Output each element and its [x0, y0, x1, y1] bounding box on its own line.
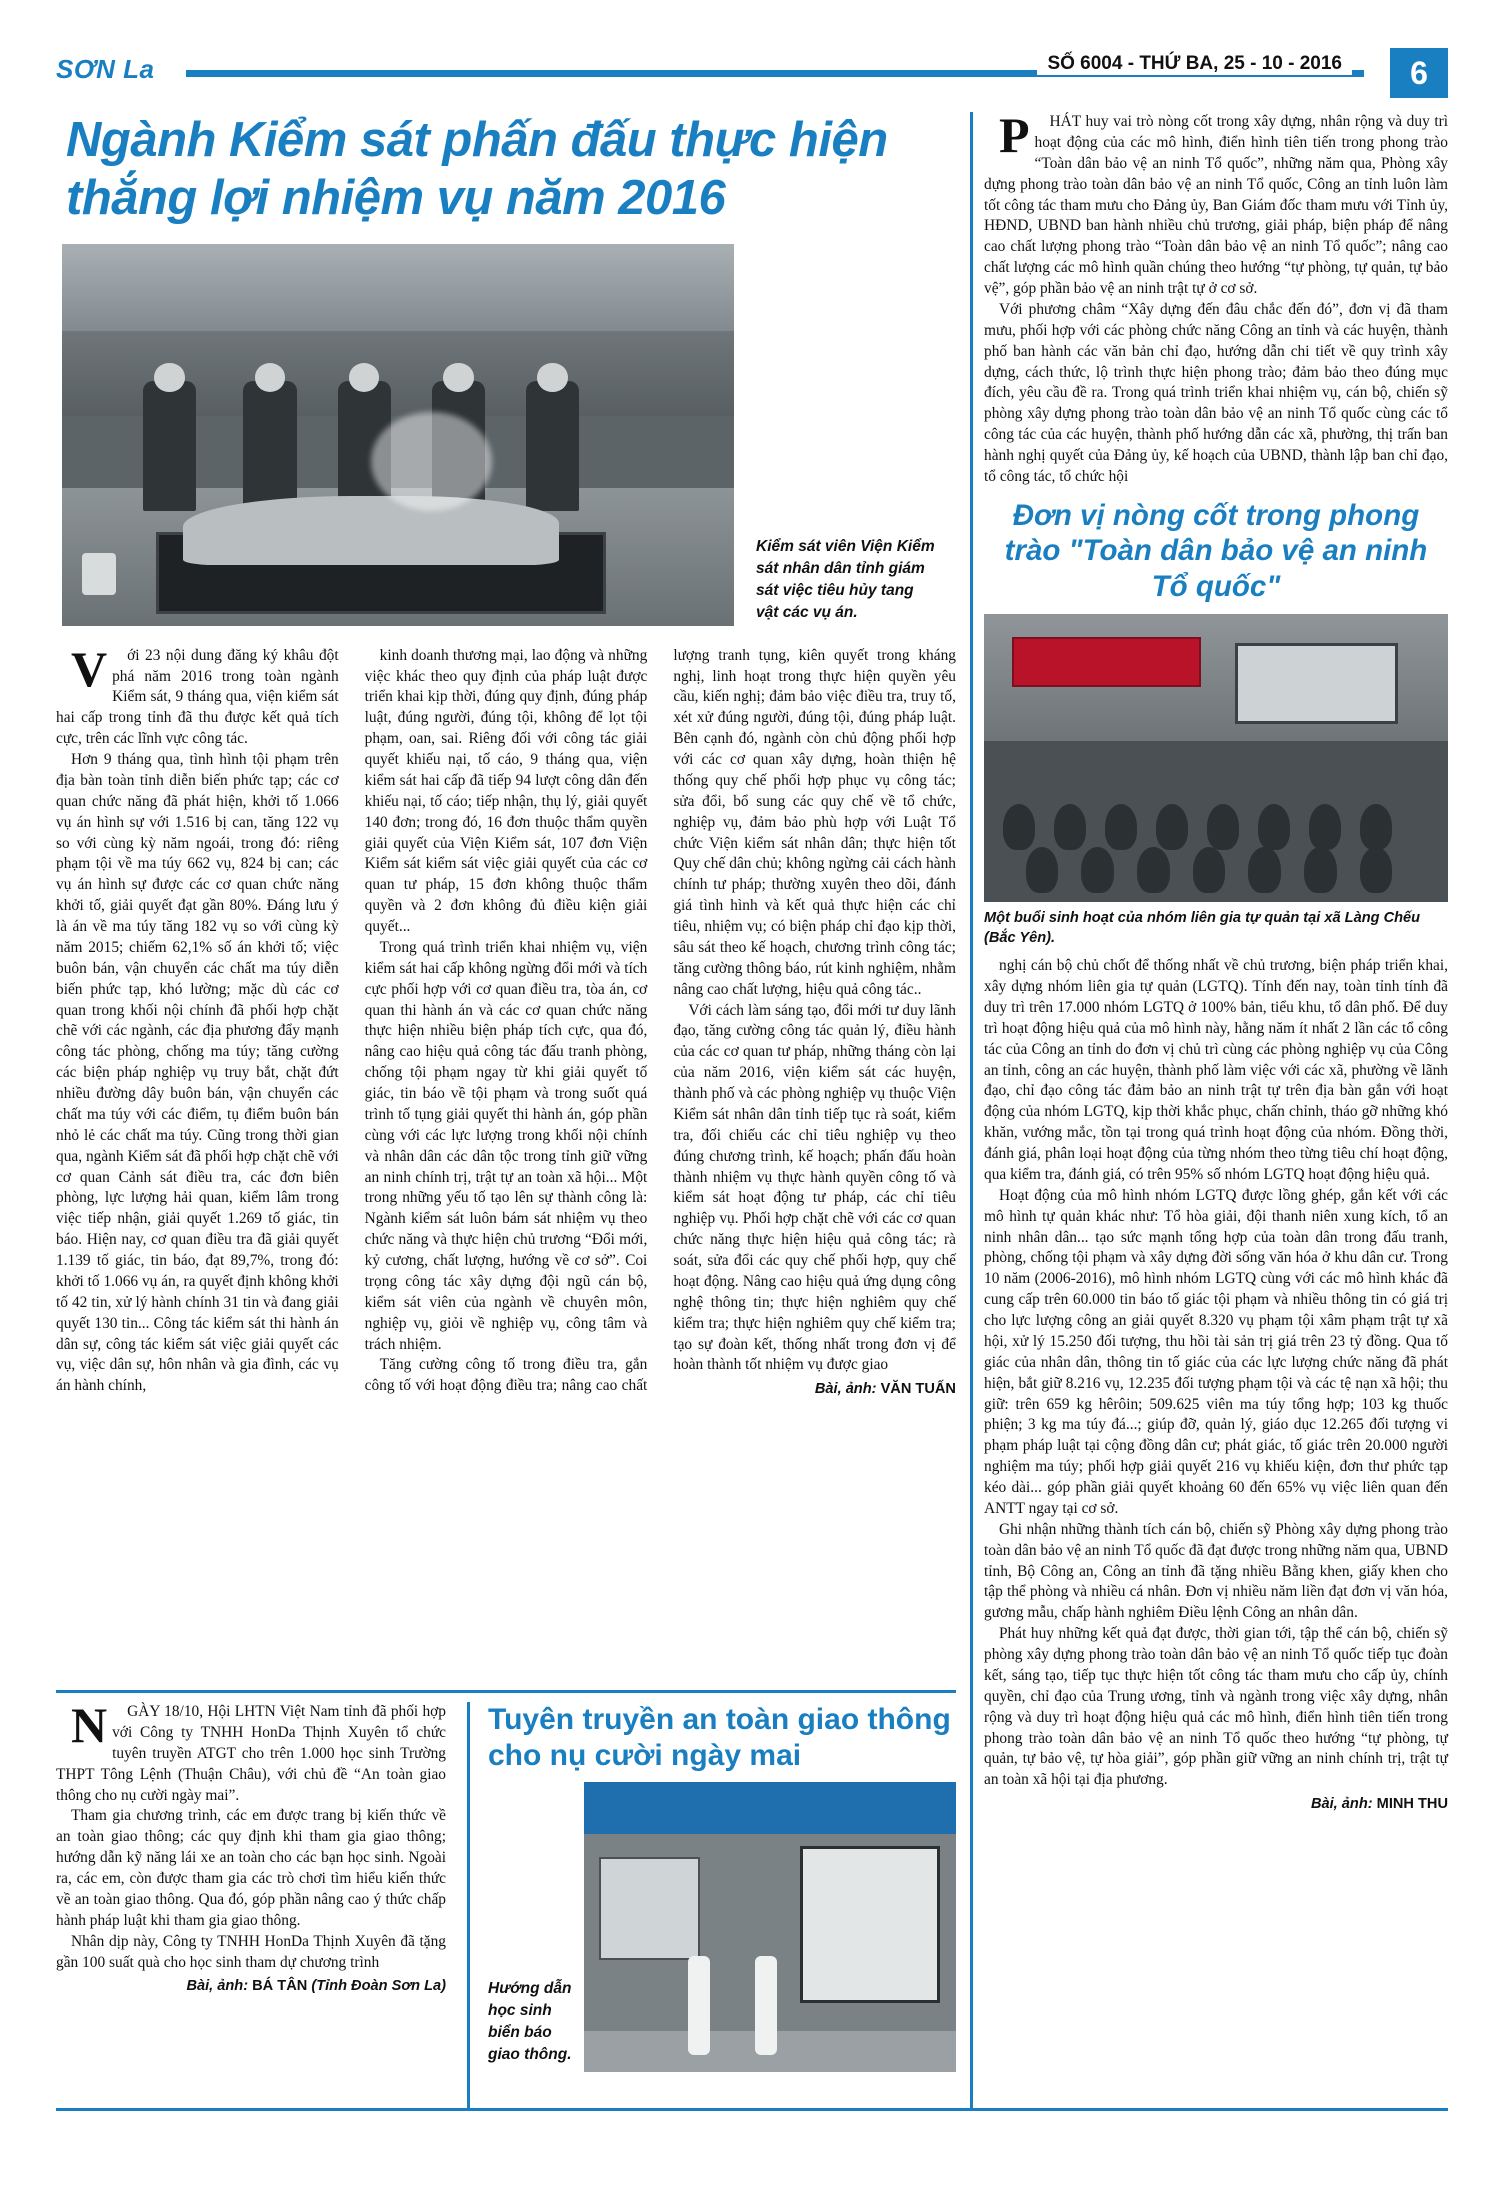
article-right-photo-caption: Một buổi sinh hoạt của nhóm liên gia tự quản tại xã Làng Chếu (Bắc Yên).	[984, 909, 1421, 947]
page-bottom-rule	[56, 2108, 1448, 2111]
section-divider-bottom	[56, 1690, 956, 1693]
byline-suffix: (Tỉnh Đoàn Sơn La)	[311, 1978, 446, 1995]
paragraph: Nhân dịp này, Công ty TNHH HonDa Thịnh Xuyên đã tặng gần 100 suất quà cho học sinh tham dự chương trình	[56, 1932, 446, 1971]
paper-name: SƠN La	[56, 54, 155, 84]
article-bottom-title: Tuyên truyền an toàn giao thông cho nụ cười ngày mai	[488, 1703, 951, 1772]
page-number: 6	[1390, 48, 1448, 98]
byline-label: Bài, ảnh:	[1310, 1796, 1373, 1813]
byline-author: MINH THU	[1376, 1796, 1448, 1813]
article-right-title: Đơn vị nòng cốt trong phong trào "Toàn dân bảo vệ an ninh Tổ quốc"	[1004, 498, 1428, 603]
article-right-body	[984, 956, 1448, 1815]
column-divider-bottom	[467, 1702, 470, 2110]
paragraph: Ghi nhận những thành tích cán bộ, chiến sỹ Phòng xây dựng phong trào toàn dân bảo vệ an ninh Tổ quốc đã đạt được trong những năm qua, UBND tỉnh, Bộ Công an, Công an tỉnh đã tặng nhiều Bằng khen, giấy khen cho tập thể phòng và nhiều cá nhân. Đơn vị nhiều năm liền đạt đơn vị văn hóa, gương mẫu, chấp hành nghiêm Điều lệnh Công an nhân dân.	[984, 1520, 1448, 1622]
article-bottom-text	[56, 1697, 446, 1997]
article-right-photo	[984, 614, 1448, 902]
paragraph: kinh doanh thương mại, lao động và những việc khác theo quy định của pháp luật được triển khai kịp thời, đúng quy định, đúng pháp luật, đúng người, đúng tội, không để lọt tội phạm, oan, sai. Riêng đối với công tác giải quyết khiếu nại, tố cáo, 9 tháng qua, viện kiểm sát hai cấp đã tiếp 94 lượt công dân đến khiếu nại, tố cáo; tiếp nhận, thụ lý, giải quyết 140 đơn; trong đó, 16 đơn thuộc thẩm quyền giải quyết của Viện Kiểm sát, 107 đơn Viện Kiểm sát kiểm sát việc giải quyết của các cơ quan tư pháp, 15 đơn không thuộc thẩm quyền và 2 đơn không đủ điều kiện giải quyết...	[364, 646, 648, 935]
paragraph: Hoạt động của mô hình nhóm LGTQ được lồng ghép, gắn kết với các mô hình tự quản khác như: Tổ hòa giải, đội thanh niên xung kích, tổ an ninh nhân dân... tạo sức mạnh tổng hợp của toàn dân trong đấu tranh, phòng, chống tội phạm và xây dựng đời sống văn hóa ở khu dân cư. Trong 10 năm (2006-2016), mô hình nhóm LGTQ cùng với các mô hình khác đã cung cấp trên 60.000 tin báo tố giác tội phạm và nhiều thông tin có giá trị cho lực lượng công an giải quyết 8.320 vụ phạm tội xâm phạm trật tự xã hội, xử lý 15.250 đối tượng, thu hồi tài sản trị giá trên 23 tỷ đồng. Qua tố giác của nhân dân, thông tin tố giác của các lực lượng chức năng đã phát hiện, bắt giữ 8.216 vụ, 12.235 đối tượng phạm tội và các tệ nạn xã hội; thu giữ: trên 659 kg hêrôin; 509.625 viên ma túy tổng hợp; 103 kg thuốc phiện; 3 kg ma túy đá...; giúp đỡ, quản lý, giáo dục 12.265 đối tượng vi phạm pháp luật tại cộng đồng dân cư; phát giác, tố giác trên 20.000 người nghiệm ma túy; phối hợp giải quyết 216 vụ khiếu kiện, đơn thư phức tạp kéo dài... góp phần giải quyết khoảng 60 đến 65% vụ việc liên quan đến ANTT ngay tại cơ sở.	[984, 1186, 1448, 1517]
paragraph: Với cách làm sáng tạo, đổi mới tư duy lãnh đạo, tăng cường công tác quản lý, điều hành của các cơ quan tư pháp, những tháng còn lại của năm 2016, viện kiểm sát các huyện, thành phố và các phòng nghiệp vụ thuộc Viện Kiểm sát nhân dân tỉnh tiếp tục rà soát, kiểm tra, đối chiếu các chỉ tiêu nghiệp vụ theo đúng chương trình, kế hoạch; phấn đấu hoàn thành nhiệm vụ thực hành quyền công tố và kiểm sát hoạt động tư pháp, các chỉ tiêu nghiệp vụ. Phối hợp chặt chẽ với các cơ quan chức năng thực hiện hiệu quả công tác; rà soát, sửa đổi các quy chế phối hợp, quy chế hoạt động. Nâng cao hiệu quả ứng dụng công nghệ thông tin; thực hiện nghiêm quy chế kiểm tra; thực hiện nghiêm quy chế kiểm tra; tạo sự đoàn kết, thống nhất trong đơn vị để hoàn thành tốt nhiệm vụ được giao	[673, 1001, 956, 1374]
byline-author: VĂN TUẤN	[880, 1381, 956, 1398]
article-bottom-byline	[56, 1977, 446, 1997]
article-main	[56, 112, 956, 1400]
byline-label: Bài, ảnh:	[814, 1381, 877, 1398]
byline-label: Bài, ảnh:	[186, 1978, 249, 1995]
paragraph: Hơn 9 tháng qua, tình hình tội phạm trên địa bàn toàn tỉnh diễn biến phức tạp; các cơ quan chức năng đã phát hiện, khởi tố 1.066 vụ án hình sự với 1.516 bị can, tăng 122 vụ so với cùng kỳ năm ngoái, trong đó: riêng phạm tội về ma túy 662 vụ, 824 bị can; các vụ án hình sự được các cơ quan chức năng khởi tố, giải quyết đạt gần 80%. Đáng lưu ý là án về ma túy tăng 182 vụ so với cùng kỳ năm 2015; chiếm 62,1% số án khởi tố; việc buôn bán, vận chuyển các chất ma túy diễn biến phức tạp, khó lường; mặc dù các cơ quan trong khối nội chính đã phối hợp chặt chẽ với các ngành, các địa phương đẩy mạnh công tác phòng, chống ma túy; tăng cường các biện pháp nghiệp vụ truy bắt, chặt đứt nhiều đường dây buôn bán, vận chuyển các chất ma túy với các điểm, tụ điểm buôn bán nhỏ lẻ các chất ma túy. Cũng trong thời gian qua, ngành Kiểm sát đã phối hợp chặt chẽ với cơ quan Cảnh sát điều tra, các đơn biên phòng, lực lượng hải quan, kiểm lâm trong việc tiếp nhận, giải quyết 1.269 tố giác, tin báo. Hiện nay, cơ quan điều tra đã giải quyết 1.139 tố giác, tin báo, đạt 89,7%, trong đó: khởi tố 1.066 vụ án, ra quyết định không khởi tố 42 tin, xử lý hành chính 31 tin và đang giải quyết 130 tin... Công tác kiểm sát thi hành án dân sự, công tác kiểm sát việc giải quyết các vụ, việc dân sự, hôn nhân và gia đình, các vụ án hành chính,	[56, 751, 339, 1395]
column-divider-main	[970, 112, 973, 2110]
article-main-body	[56, 640, 956, 1400]
issue-line: SỐ 6004 - THỨ BA, 25 - 10 - 2016	[1037, 53, 1352, 75]
paragraph: Tăng cường công tố trong điều tra, gắn công tố với hoạt động điều tra; nâng cao chất lượng tranh tụng, kiên quyết trong kháng nghị, linh hoạt trong thực hiện quyền yêu cầu, kiến nghị; đảm bảo việc điều tra, truy tố, xét xử đúng người, đúng tội, đúng pháp luật. Bên cạnh đó, ngành còn chủ động phối hợp với các cơ quan xây dựng, hoàn thiện hệ thống quy chế phối hợp phục vụ công tác; sửa đổi, bổ sung các quy chế về tổ chức, nghiệp vụ, đảm bảo phù hợp với Luật Tổ chức Viện kiểm sát nhân dân; thực hiện tốt Quy chế dân chủ; không ngừng cải cách hành chính tư pháp; thường xuyên theo dõi, đánh giá tình hình và kết quả thực hiện các chỉ tiêu, nhiệm vụ; có biện pháp chỉ đạo kịp thời, sâu sát theo kế hoạch, chương trình công tác; tăng cường thông báo, rút kinh nghiệm, nhằm nâng cao chất lượng, hiệu quả công tác..	[364, 646, 956, 1395]
paragraph: Trong quá trình triển khai nhiệm vụ, viện kiểm sát hai cấp không ngừng đổi mới và tích cực phối hợp với cơ quan điều tra, tòa án, cơ quan thi hành án và các cơ quan chức năng thực hiện nhiều biện pháp tích cực, qua đó, nâng cao hiệu quả công tác đấu tranh phòng, chống tội phạm ngay từ khi giải quyết tố giác, tin báo về tội phạm và trong suốt quá trình tố tụng giải quyết thi hành án, góp phần cùng với các lực lượng trong khối nội chính và nhân dân các dân tộc trong tỉnh giữ vững an ninh chính trị, trật tự an toàn xã hội... Một trong những yếu tố tạo lên sự thành công là: Ngành kiểm sát luôn bám sát nhiệm vụ theo chức năng và thực hiện chủ trương “Đổi mới, kỷ cương, chất lượng, hướng về cơ sở”. Coi trọng công tác xây dựng đội ngũ cán bộ, kiểm sát viên của ngành về chuyên môn, nghiệp vụ, giỏi về nghiệp vụ, công tâm và trách nhiệm.	[364, 938, 648, 1353]
photo-banner	[584, 1782, 956, 1834]
paragraph: PHÁT huy vai trò nòng cốt trong xây dựng, nhân rộng và duy trì hoạt động của các mô hình, điển hình tiên tiến trong phong trào “Toàn dân bảo vệ an ninh Tổ quốc”, những năm qua, Phòng xây dựng phong trào toàn dân bảo vệ an ninh Tổ quốc, Công an tỉnh luôn làm tốt công tác tham mưu cho Đảng ủy, Ban Giám đốc tham mưu với Tỉnh ủy, HĐND, UBND ban hành nhiều chủ trương, giải pháp, biện pháp để nâng cao chất lượng phong trào “Toàn dân bảo vệ an ninh Tổ quốc”; nâng cao chất lượng các mô hình quần chúng theo hướng “tự phòng, tự quản, tự bảo vệ”, góp phần bảo vệ an ninh trật tự ở cơ sở.	[984, 107, 1448, 297]
article-main-photo-caption: Kiểm sát viên Viện Kiểm sát nhân dân tỉnh giám sát việc tiêu hủy tang vật các vụ án.	[756, 537, 935, 621]
article-right	[984, 107, 1448, 1815]
article-main-photo	[62, 244, 734, 626]
paragraph: nghị cán bộ chủ chốt để thống nhất về chủ trương, biện pháp triển khai, xây dựng nhóm liên gia tự quản (LGTQ). Tính đến nay, toàn tỉnh tính đã duy trì trên 17.000 nhóm LGTQ ở 100% bản, tiểu khu, tổ dân phố. Để duy trì hoạt động hiệu quả của mô hình này, hằng năm ít nhất 2 lần các tổ công tác của Công an tỉnh do đơn vị chủ trì cùng các phòng nghiệp vụ của Công an tỉnh, công an các huyện, thành phố làm việc với các xã, phường về lãnh đạo, chỉ đạo công tác đảm bảo an ninh trật tự trên địa bàn gắn với hoạt động của nhóm LGTQ, kịp thời khắc phục, chấn chỉnh, tháo gỡ những khó khăn, vướng mắc, tồn tại trong quá trình hoạt động của nhóm. Đồng thời, đánh giá, phân loại hoạt động của từng nhóm theo từng tiêu chí hoạt động, qua kiểm tra, đánh giá, có trên 95% số nhóm LGTQ hoạt động hiệu quả.	[984, 957, 1448, 1183]
article-bottom-photo	[584, 1782, 956, 2072]
paragraph: Với 23 nội dung đăng ký khâu đột phá năm 2016 trong toàn ngành Kiểm sát, 9 tháng qua, viện kiểm sát hai cấp trong tỉnh đã thu được kết quả tích cực, trên các lĩnh vực công tác.	[56, 640, 339, 748]
paragraph: Phát huy những kết quả đạt được, thời gian tới, tập thể cán bộ, chiến sỹ phòng xây dựng phong trào toàn dân bảo vệ an ninh Tổ quốc tiếp tục đoàn kết, sáng tạo, tiếp tục thực hiện tốt công tác tham mưu cho cấp ủy, chính quyền, chỉ đạo của Trung ương, tỉnh và ngành trong việc xây dựng, nhân rộng và duy trì hoạt động hiệu quả các mô hình, điển hình tiên tiến trong phong trào toàn dân bảo vệ an ninh Tổ quốc theo hướng “tự phòng, tự quản, tự bảo vệ, tự hòa giải”, góp phần giữ vững an ninh chính trị, trật tự an toàn xã hội tại địa phương.	[984, 1625, 1448, 1789]
paragraph: Với phương châm “Xây dựng đến đâu chắc đến đó”, đơn vị đã tham mưu, phối hợp với các phòng chức năng Công an tỉnh và các huyện, thành phố ban hành các văn bản chỉ đạo, hướng dẫn chi tiết về quy trình xây dựng, cách thức, lộ trình thực hiện phong trào; đảm bảo theo đúng mục đích, yêu cầu đề ra. Trong quá trình triển khai nhiệm vụ, cán bộ, chiến sỹ phòng xây dựng phong trào toàn dân bảo vệ an ninh Tổ quốc cùng các tổ công tác của các huyện, thành phố hướng dẫn các xã, phường, thị trấn ban hành nghị quyết của Đảng ủy, kế hoạch của UBND, thành lập ban chỉ đạo, tổ công tác, tổ chức hội	[984, 300, 1448, 485]
article-right-lead	[984, 107, 1448, 488]
article-right-byline	[984, 1795, 1448, 1815]
paragraph: Tham gia chương trình, các em được trang bị kiến thức về an toàn giao thông; các quy định khi tham gia giao thông; hướng dẫn kỹ năng lái xe an toàn cho các bạn học sinh. Ngoài ra, các em, còn được tham gia các trò chơi tìm hiểu kiến thức về an toàn giao thông. Qua đó, góp phần nâng cao ý thức chấp hành pháp luật khi tham gia giao thông.	[56, 1807, 446, 1929]
article-main-byline	[673, 1380, 956, 1400]
paragraph: NGÀY 18/10, Hội LHTN Việt Nam tỉnh đã phối hợp với Công ty TNHH HonDa Thịnh Xuyên tổ chức tuyên truyền ATGT cho trên 1.000 học sinh Trường THPT Tông Lệnh (Thuận Châu), với chủ đề “An toàn giao thông cho nụ cười ngày mai”.	[56, 1697, 446, 1804]
masthead	[56, 52, 1448, 96]
article-bottom-photo-caption: Hướng dẫn học sinh biển báo giao thông.	[488, 1980, 572, 2063]
byline-author: BÁ TÂN	[252, 1978, 308, 1995]
page-title: Ngành Kiểm sát phấn đấu thực hiện thắng lợi nhiệm vụ năm 2016	[66, 113, 888, 225]
